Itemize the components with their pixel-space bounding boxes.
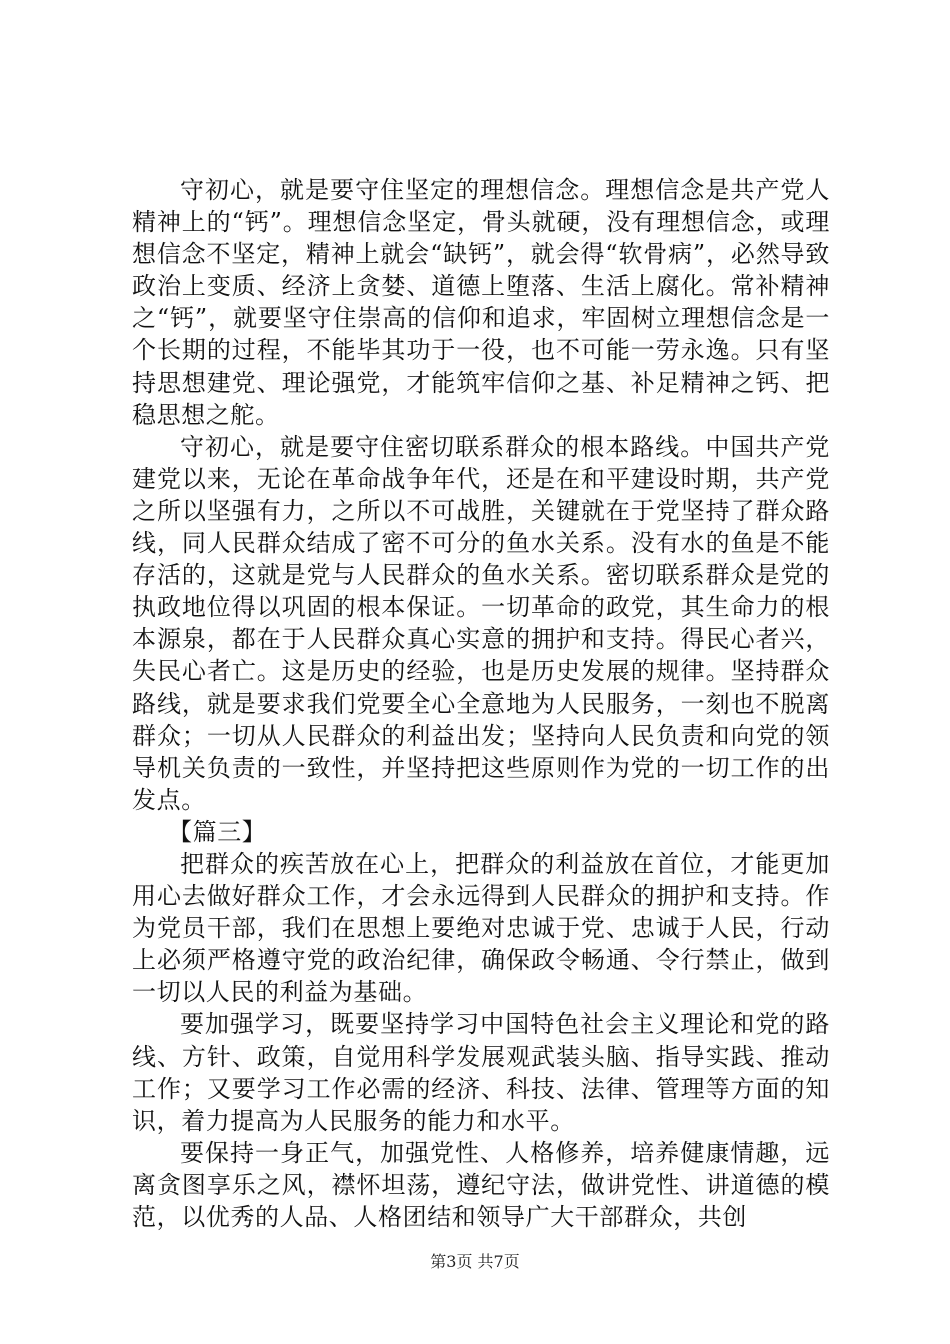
paragraph-ideals: 守初心，就是要守住坚定的理想信念。理想信念是共产党人精神上的“钙”。理想信念坚定，骨头就硬，没有理想信念，或理想信念不坚定，精神上就会“缺钙”，就会得“软骨病”，必然导致政治上变质、经济上贪婪、道德上堕落、生活上腐化。常补精神之“钙”，就要坚守住崇高的信仰和追求，牢固树立理想信念是一个长期的过程，不能毕其功于一役，也不可能一劳永逸。只有坚持思想建党、理论强党，才能筑牢信仰之基、补足精神之钙、把稳思想之舵。 (132, 176, 830, 429)
paragraph-study: 要加强学习，既要坚持学习中国特色社会主义理论和党的路线、方针、政策，自觉用科学发展观武装头脑、指导实践、推动工作；又要学习工作必需的经济、科技、法律、管理等方面的知识，着力提高为人民服务的能力和水平。 (132, 1010, 830, 1135)
document-body (132, 174, 830, 1233)
section-heading: 【篇三】 (168, 817, 267, 846)
paragraph-people-first: 把群众的疾苦放在心上，把群众的利益放在首位，才能更加用心去做好群众工作，才会永远得到人民群众的拥护和支持。作为党员干部，我们在思想上要绝对忠诚于党、忠诚于人民，行动上必须严格遵守党的政治纪律，确保政令畅通、令行禁止，做到一切以人民的利益为基础。 (132, 849, 830, 1007)
paragraph-integrity: 要保持一身正气，加强党性、人格修养，培养健康情趣，远离贪图享乐之风，襟怀坦荡，遵纪守法，做讲党性、讲道德的模范，以优秀的人品、人格团结和领导广大干部群众，共创 (132, 1138, 830, 1231)
paragraph-mass-line: 守初心，就是要守住密切联系群众的根本路线。中国共产党建党以来，无论在革命战争年代，还是在和平建设时期，共产党之所以坚强有力，之所以不可战胜，关键就在于党坚持了群众路线，同人民群众结成了密不可分的鱼水关系。没有水的鱼是不能存活的，这就是党与人民群众的鱼水关系。密切联系群众是党的执政地位得以巩固的根本保证。一切革命的政党，其生命力的根本源泉，都在于人民群众真心实意的拥护和支持。得民心者兴，失民心者亡。这是历史的经验，也是历史发展的规律。坚持群众路线，就是要求我们党要全心全意地为人民服务，一刻也不脱离群众；一切从人民群众的利益出发；坚持向人民负责和向党的领导机关负责的一致性，并坚持把这些原则作为党的一切工作的出发点。 (132, 432, 830, 814)
page-number-footer: 第3页 共7页 (430, 1252, 520, 1271)
